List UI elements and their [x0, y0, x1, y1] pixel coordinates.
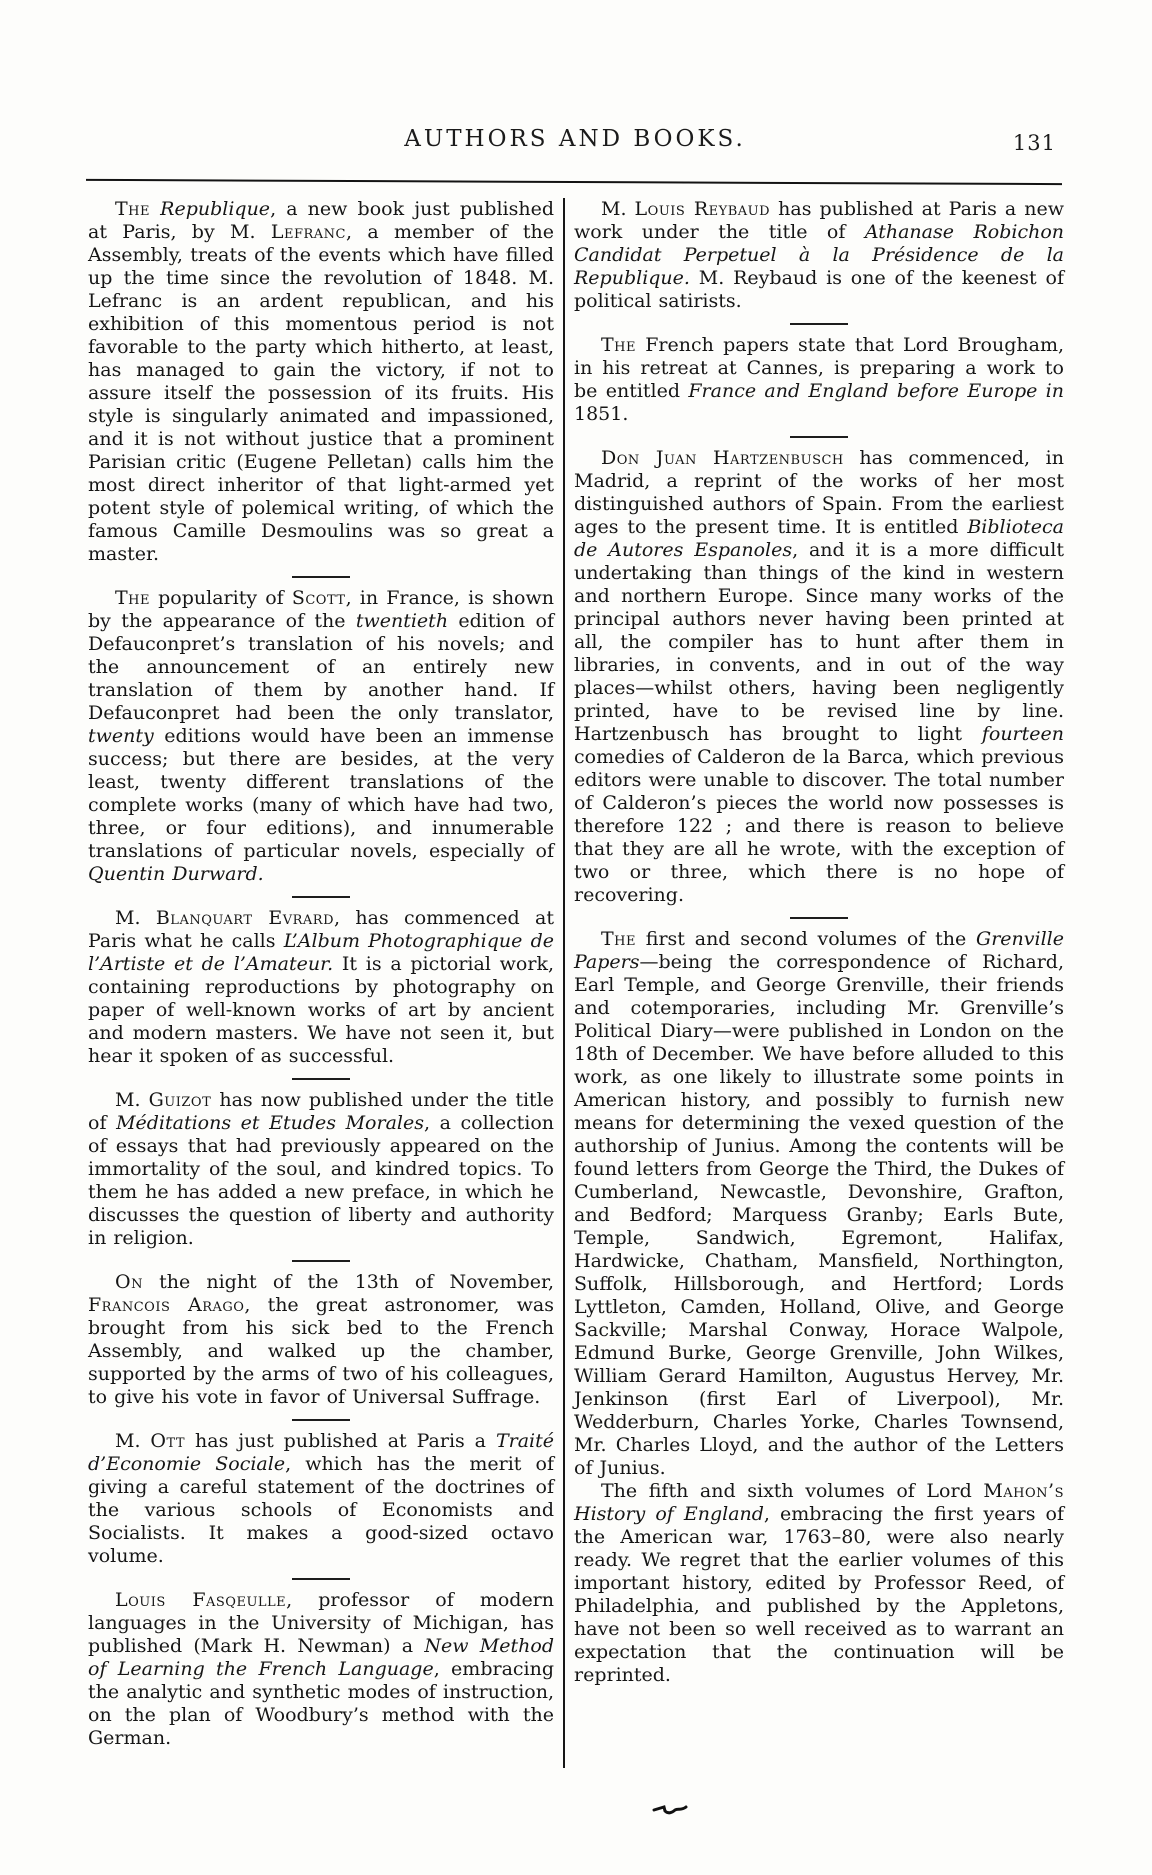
right-column [574, 198, 1064, 1768]
paragraph-divider [292, 896, 350, 898]
page-title: AUTHORS AND BOOKS. [404, 126, 746, 152]
page-number: 131 [1012, 131, 1056, 155]
paragraph-divider [790, 917, 848, 919]
paragraph-divider [292, 1078, 350, 1080]
paragraph: Don Juan Hartzenbusch has commenced, in Madrid, a reprint of the works of her most distinguished authors of Spain. From the earliest ages to the present time. It is entitled Biblioteca de Autores Espanoles, and it is a more difficult undertaking than things of the kind in western and northern Europe. Since many works of the principal authors never having been printed at all, the compiler has to hunt after them in libraries, in convents, and in out of the way places—whilst others, having been negligently printed, have to be revised line by line. Hartzenbusch has brought to light fourteen comedies of Calderon de la Barca, which previous editors were unable to discover. The total number of Calderon’s pieces the world now possesses is therefore 122 ; and there is reason to believe that they are all he wrote, with the exception of two or three, which there is no hope of recovering. [574, 447, 1064, 906]
two-column-text [88, 198, 1064, 1768]
paragraph: M. Ott has just published at Paris a Traité d’Economie Sociale, which has the merit of giving a careful statement of the doctrines of the various schools of Economists and Socialists. It makes a good-sized octavo volume. [88, 1430, 554, 1567]
paragraph-divider [292, 1260, 350, 1262]
paragraph: The fifth and sixth volumes of Lord Mahon’s History of England, embracing the first years of the American war, 1763–80, were also nearly ready. We regret that the earlier volumes of this important history, edited by Professor Reed, of Philadelphia, and published by the Appletons, have not been so well received as to warrant an expectation that the continuation will be reprinted. [574, 1480, 1064, 1686]
column-divider-rule [563, 198, 565, 1768]
paragraph-divider [292, 1419, 350, 1421]
paragraph: M. Louis Reybaud has published at Paris a new work under the title of Athanase Robichon Candidat Perpetuel à la Présidence de la Republique. M. Reybaud is one of the keenest of political satirists. [574, 198, 1064, 312]
paragraph-divider [790, 436, 848, 438]
paragraph: The French papers state that Lord Brougham, in his retreat at Cannes, is preparing a work to be entitled France and England before Europe in 1851. [574, 334, 1064, 425]
paragraph: The popularity of Scott, in France, is shown by the appearance of the twentieth edition of Defauconpret’s translation of his novels; and the announcement of an entirely new translation of them by another hand. If Defauconpret had been the only translator, twenty editions would have been an immense success; but there are besides, at the very least, twenty different translations of the complete works (many of which have had two, three, or four editions), and innumerable translations of particular novels, especially of Quentin Durward. [88, 587, 554, 885]
header-rule [86, 179, 1062, 185]
paragraph: Louis Fasqeulle, professor of modern languages in the University of Michigan, has published (Mark H. Newman) a New Method of Learning the French Language, embracing the analytic and synthetic modes of instruction, on the plan of Woodbury’s method with the German. [88, 1589, 555, 1749]
paragraph-divider [292, 576, 350, 578]
running-head [88, 126, 1062, 152]
paragraph: The Republique, a new book just published at Paris, by M. Lefranc, a member of the Assembly, treats of the events which have filled up the time since the revolution of 1848. M. Lefranc is an ardent republican, and his exhibition of this momentous period is not favorable to the party which hitherto, at least, has managed to gain the victory, if not to assure itself the possession of its fruits. His style is singularly animated and impassioned, and it is not without justice that a prominent Parisian critic (Eugene Pelletan) calls him the most direct inheritor of that light-armed yet potent style of polemical writing, of which the famous Camille Desmoulins was so great a master. [88, 198, 554, 565]
paragraph-divider [790, 323, 848, 325]
paragraph: M. Blanquart Evrard, has commenced at Paris what he calls L’Album Photographique de l’Artiste et de l’Amateur. It is a pictorial work, containing reproductions by photography on paper of well-known works of art by ancient and modern masters. We have not seen it, but hear it spoken of as successful. [88, 907, 554, 1067]
paragraph-divider [292, 1578, 350, 1580]
paragraph: On the night of the 13th of November, Francois Arago, the great astronomer, was brought from his sick bed to the French Assembly, and walked up the chamber, supported by the arms of two of his colleagues, to give his vote in favor of Universal Suffrage. [88, 1271, 554, 1408]
left-column [88, 198, 554, 1768]
ink-mark-icon [652, 1802, 688, 1818]
paragraph: The first and second volumes of the Grenville Papers—being the correspondence of Richard, Earl Temple, and George Grenville, their friends and cotemporaries, including Mr. Grenville’s Political Diary—were published in London on the 18th of December. We have before alluded to this work, as one likely to illustrate some points in American history, and possibly to furnish new means for determining the vexed question of the authorship of Junius. Among the contents will be found letters from George the Third, the Dukes of Cumberland, Newcastle, Devonshire, Grafton, and Bedford; Marquess Granby; Earls Bute, Temple, Sandwich, Egremont, Halifax, Hardwicke, Chatham, Mansfield, Northington, Suffolk, Hillsborough, and Hertford; Lords Lyttleton, Camden, Holland, Olive, and George Sackville; Marshal Conway, Horace Walpole, Edmund Burke, George Grenville, John Wilkes, William Gerard Hamilton, Augustus Hervey, Mr. Jenkinson (first Earl of Liverpool), Mr. Wedderburn, Charles Yorke, Charles Townsend, Mr. Charles Lloyd, and the author of the Letters of Junius. [574, 928, 1064, 1479]
paragraph: M. Guizot has now published under the title of Méditations et Etudes Morales, a collection of essays that had previously appeared on the immortality of the soul, and kindred topics. To them he has added a new preface, in which he discusses the question of liberty and authority in religion. [88, 1089, 555, 1249]
